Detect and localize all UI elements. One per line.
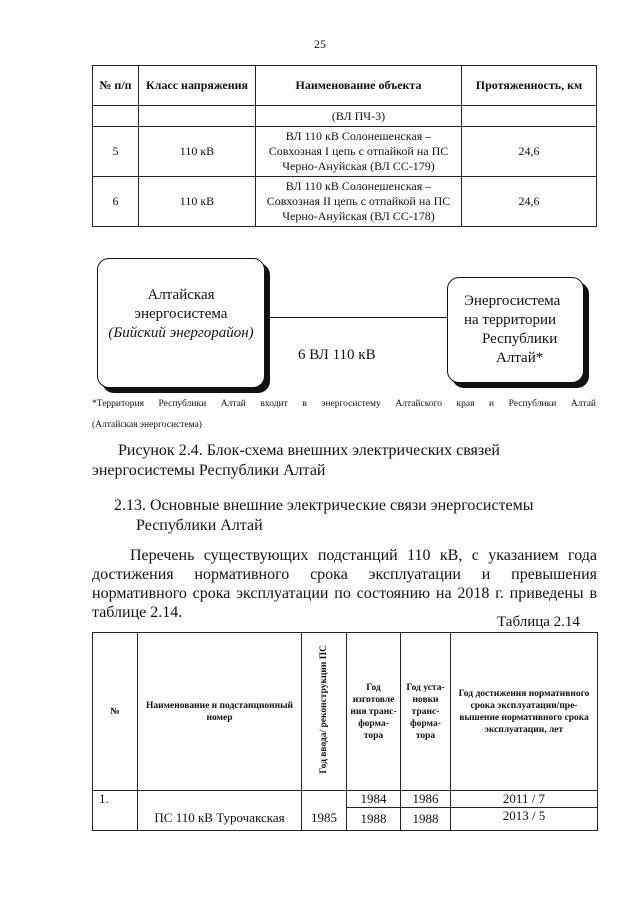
footnote: *Территория Республики Алтай входит в энергосистему Алтайского края и Республики Алтай bbox=[92, 399, 596, 409]
section-heading-text: 2.13. Основные внешние электрические связи энергосистемы Республики Алтай bbox=[114, 497, 534, 534]
cell-object: (ВЛ ПЧ-3) bbox=[256, 106, 462, 127]
cell-year-input: 1985 bbox=[302, 791, 347, 831]
cell-num: 6 bbox=[93, 177, 139, 227]
box-left-line3: (Бийский энергорайон) bbox=[108, 325, 254, 341]
page-number: 25 bbox=[314, 37, 326, 51]
cell-length: 24,6 bbox=[462, 127, 597, 177]
cell-year-install: 1986 bbox=[401, 791, 451, 808]
table-label: Таблица 2.14 bbox=[497, 614, 580, 630]
cell-num: 5 bbox=[93, 127, 139, 177]
box-right-line2: на территории bbox=[464, 312, 557, 328]
header-year-mfg: Год изготовле ния транс- форма- тора bbox=[347, 633, 401, 791]
section-heading bbox=[92, 496, 597, 536]
header-num: № bbox=[93, 633, 138, 791]
table-header-row bbox=[93, 633, 598, 791]
cell-voltage: 110 кВ bbox=[139, 127, 256, 177]
cell-year-install: 1988 bbox=[401, 808, 451, 831]
table-row bbox=[93, 106, 597, 127]
header-name: Наименование и подстанционный номер bbox=[138, 633, 302, 791]
figure-caption: Рисунок 2.4. Блок-схема внешних электрических связей энергосистемы Республики Алтай bbox=[92, 442, 500, 479]
header-object: Наименование объекта bbox=[256, 66, 462, 106]
cell-voltage bbox=[139, 106, 256, 127]
intro-paragraph: Перечень существующих подстанций 110 кВ, с указанием года достижения нормативного срока эксплуатации и превышения нормативного срока эксплуатации по состоянию на 2018 г. приведены в таблице 2.14. bbox=[92, 547, 597, 621]
table-row bbox=[93, 177, 597, 227]
header-year-input-text: Год ввода/ реконструкции ПС bbox=[319, 645, 329, 774]
cell-name: ПС 110 кВ Турочакская bbox=[138, 791, 302, 831]
cell-num bbox=[93, 106, 139, 127]
header-year-norm: Год достижения нормативного срока эксплуатации/пре- вышение нормативного срока эксплуатации, лет bbox=[451, 633, 598, 791]
substations-table bbox=[92, 632, 598, 831]
cell-year-norm: 2013 / 5 bbox=[451, 808, 598, 831]
box-left-line1: Алтайская bbox=[147, 287, 215, 303]
cell-year-mfg: 1988 bbox=[347, 808, 401, 831]
cell-year-mfg: 1984 bbox=[347, 791, 401, 808]
cell-num: 1. bbox=[93, 791, 138, 831]
cell-voltage: 110 кВ bbox=[139, 177, 256, 227]
header-year-install: Год уста- новки транс- форма- тора bbox=[401, 633, 451, 791]
table-header-row bbox=[93, 66, 597, 106]
table-row bbox=[93, 791, 598, 808]
footnote-continued: (Алтайская энергосистема) bbox=[92, 420, 202, 430]
header-num: № п/п bbox=[93, 66, 139, 106]
cell-year-norm: 2011 / 7 bbox=[451, 791, 598, 808]
cell-object: ВЛ 110 кВ Солонешенская – Совхозная I цепь с отпайкой на ПС Черно-Ануйская (ВЛ СС-179) bbox=[256, 127, 462, 177]
power-lines-table bbox=[92, 65, 597, 227]
table-row bbox=[93, 127, 597, 177]
connection-label: 6 ВЛ 110 кВ bbox=[298, 347, 376, 363]
box-right-line3: Республики bbox=[482, 331, 558, 347]
republic-altai-energy-system-box bbox=[447, 277, 584, 383]
cell-length bbox=[462, 106, 597, 127]
cell-object: ВЛ 110 кВ Солонешенская – Совхозная II цепь с отпайкой на ПС Черно-Ануйская (ВЛ СС-178) bbox=[256, 177, 462, 227]
cell-length: 24,6 bbox=[462, 177, 597, 227]
header-voltage: Класс напряжения bbox=[139, 66, 256, 106]
header-length: Протяженность, км bbox=[462, 66, 597, 106]
box-right-line4: Алтай* bbox=[496, 350, 544, 366]
box-left-line2: энергосистема bbox=[134, 306, 228, 322]
altai-energy-system-box bbox=[97, 258, 265, 388]
header-year-input bbox=[302, 633, 347, 791]
box-right-line1: Энергосистема bbox=[464, 293, 561, 309]
connection-line bbox=[263, 317, 447, 318]
